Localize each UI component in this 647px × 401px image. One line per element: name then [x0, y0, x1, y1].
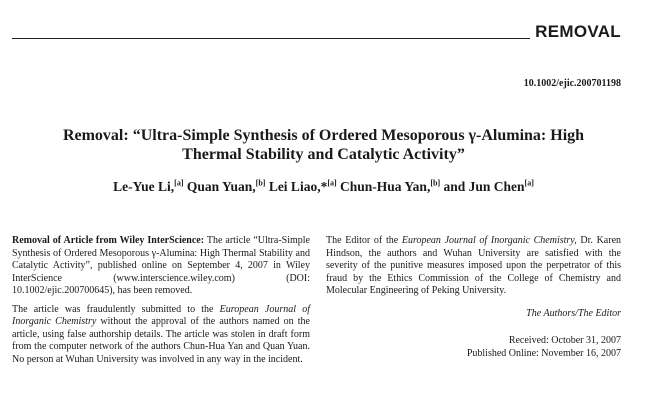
- fraud-paragraph: The article was fraudulently submitted to the European Journal of Inorganic Chemistry without the approval of the authors named on the article, using false authorship details. The article was stolen in draft form from the computer network of the authors Chun-Hua Yan and Quan Yuan. No person at Wuhan University was involved in any way in the incident.: [12, 303, 310, 365]
- editor-paragraph: The Editor of the European Journal of Inorganic Chemistry, Dr. Karen Hindson, the authors and Wuhan University are satisfied with the severity of the punitive measures imposed upon the perpetrator of this fraud by the Ethics Commission of the College of Chemistry and Molecular Engineering of Peking University.: [326, 235, 622, 296]
- publication-dates: [326, 334, 621, 360]
- section-label: REMOVAL: [535, 22, 621, 41]
- author-4: Chun-Hua Yan,[b]: [340, 178, 441, 194]
- journal-name: European Journal of Inorganic Chemistry: [12, 303, 310, 327]
- removal-notice-text: The article “Ultra-Simple Synthesis of Ordered Mesoporous γ-Alumina: High Thermal Stability and Catalytic Activity”, published online on September 4, 2007 in Wiley InterScience (www.interscience.wiley.com) (DOI: 10.1002/ejic.200700645), has been removed.: [12, 235, 310, 296]
- author-list: [0, 178, 647, 195]
- doi-label: 10.1002/ejic.200701198: [523, 78, 621, 89]
- right-column: [326, 235, 621, 360]
- left-column: [12, 235, 310, 372]
- author-3: Lei Liao,*[a]: [268, 178, 337, 194]
- author-2: Quan Yuan,[b]: [186, 178, 266, 194]
- author-1: Le-Yue Li,[a]: [113, 178, 184, 194]
- removal-notice-lead: Removal of Article from Wiley InterScience:: [12, 235, 205, 246]
- article-title: Removal: “Ultra-Simple Synthesis of Ordered Mesoporous γ-Alumina: High Thermal Stability and Catalytic Activity”: [62, 127, 585, 163]
- author-5: and Jun Chen[a]: [443, 178, 534, 194]
- signature: The Authors/The Editor: [526, 307, 621, 319]
- journal-name-right: European Journal of Inorganic Chemistry,: [401, 235, 577, 246]
- removal-notice-paragraph: [12, 235, 310, 298]
- published-date: Published Online: November 16, 2007: [466, 348, 621, 359]
- header-rule: [12, 38, 530, 39]
- received-date: Received: October 31, 2007: [508, 335, 621, 346]
